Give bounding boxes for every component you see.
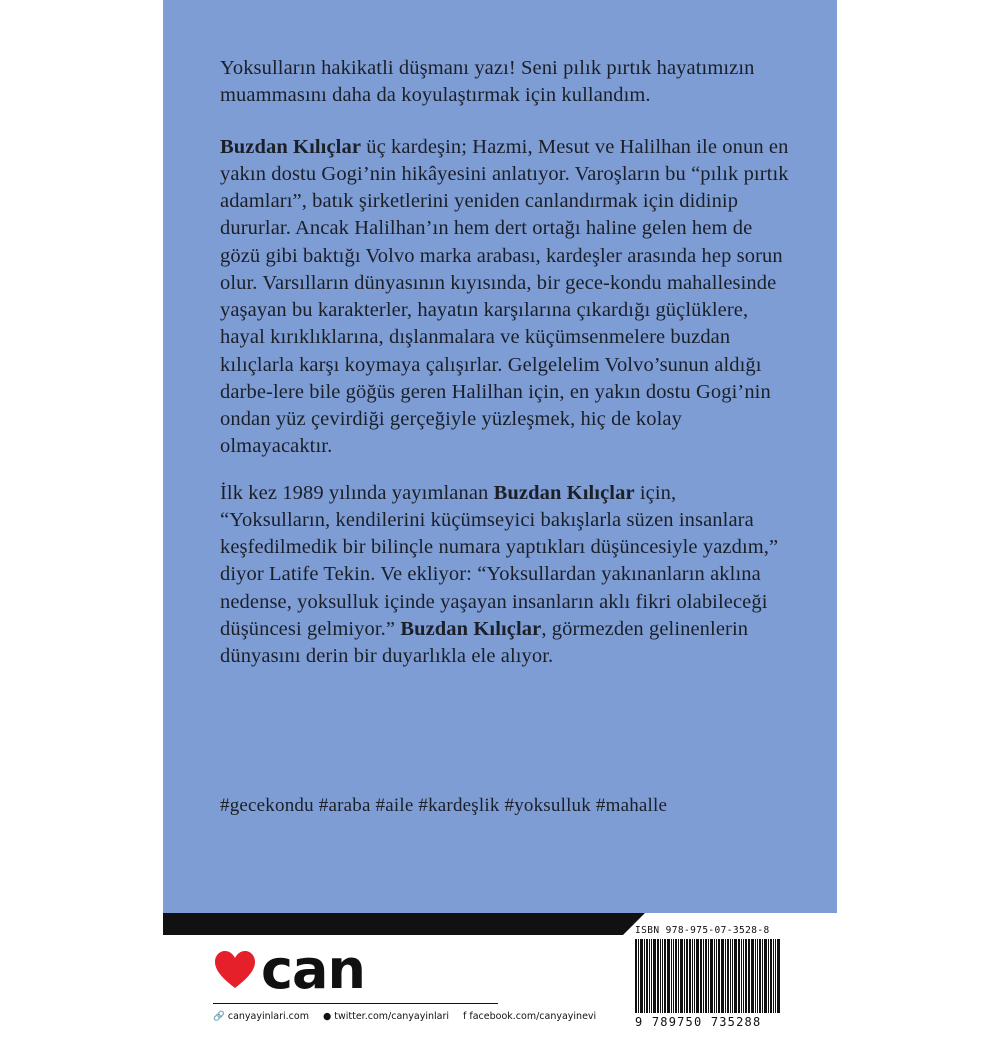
cover-panel [163, 0, 837, 1050]
blurb-paragraph-3 [220, 480, 790, 671]
publisher-link-twitter-label: twitter.com/canyayinlari [334, 1011, 450, 1022]
barcode-bars [635, 939, 793, 1013]
black-band-decoration [163, 913, 623, 935]
book-title-mention-1: Buzdan Kılıçlar [220, 135, 362, 158]
publisher-logo-row [213, 938, 503, 1001]
publisher-links [213, 1010, 597, 1022]
facebook-icon: f [463, 1010, 467, 1022]
publisher-link-facebook-label: facebook.com/canyayinevi [469, 1011, 597, 1022]
blurb-paragraph-2-rest: üç kardeşin; Hazmi, Mesut ve Halilhan ile onun en yakın dostu Gogi’nin hikâyesini anlatıyor. Varoşların bu “pılık pırtık adamları”, batık şirketlerini yeniden canlandırmak için didinip dururlar. Ancak Halilhan’ın hem dert ortağı haline gelen hem de gözü gibi baktığı Volvo marka arabası, kardeşler arasında hep sorun olur. Varsılların dünyasının kıyısında, bir gece-kondu mahallesinde yaşayan bu karakterler, hayatın karşılarına çıkardığı güçlüklere, hayal kırıklıklarına, dışlanmalara ve küçümsenmelere buzdan kılıçlarla karşı koymaya çalışırlar. Gelgelelim Volvo’sunun aldığı darbe-lere bile göğüs geren Halilhan için, en yakın dostu Gogi’nin ondan yüz çevirdiği gerçeğiyle yüzleşmek, hiç de kolay olmayacaktır. [220, 135, 789, 458]
cover-footer [163, 913, 837, 1050]
blurb-paragraph-2 [220, 134, 790, 461]
logo-divider [213, 1003, 498, 1004]
book-title-mention-3: Buzdan Kılıçlar [400, 617, 542, 640]
blurb-paragraph-3-part-1: İlk kez 1989 yılında yayımlanan [220, 481, 494, 504]
hashtag-list: #gecekondu #araba #aile #kardeşlik #yoksulluk #mahalle [220, 795, 668, 816]
isbn-label: ISBN 978-975-07-3528-8 [635, 925, 770, 936]
blurb-text-block [220, 55, 790, 689]
publisher-link-facebook[interactable] [463, 1011, 596, 1022]
link-icon: 🔗 [213, 1010, 225, 1022]
publisher-link-twitter[interactable] [323, 1011, 449, 1022]
blurb-lead-paragraph: Yoksulların hakikatli düşmanı yazı! Seni pılık pırtık hayatımızın muammasını daha da koyulaştırmak için kullandım. [220, 57, 755, 107]
book-title-mention-2: Buzdan Kılıçlar [493, 481, 635, 504]
heart-icon [213, 950, 257, 990]
blurb-paragraph-3-part-3: , görmezden gelinenlerin dünyasını derin bir duyarlıkla ele alıyor. [220, 617, 749, 667]
publisher-wordmark: can [261, 938, 365, 1001]
twitter-icon: ● [322, 1010, 332, 1022]
blurb-paragraph-3-part-2: için, “Yoksulların, kendilerini küçümseyici bakışlarla süzen insanlara keşfedilmedik bir bilinçle numara yaptıkları düşüncesiyle yazdım,” diyor Latife Tekin. Ve ekliyor: “Yoksullardan yakınanların aklına nedense, yoksulluk içinde yaşayan insanların aklı fikri olabileceği düşüncesi gelmiyor.” [220, 481, 779, 640]
ean-number: 9 789750 735288 [635, 1015, 762, 1029]
barcode-block [635, 925, 795, 1040]
publisher-logo-area [213, 938, 597, 1022]
publisher-link-website-label: canyayinlari.com [227, 1011, 309, 1022]
publisher-link-website[interactable] [213, 1011, 309, 1022]
